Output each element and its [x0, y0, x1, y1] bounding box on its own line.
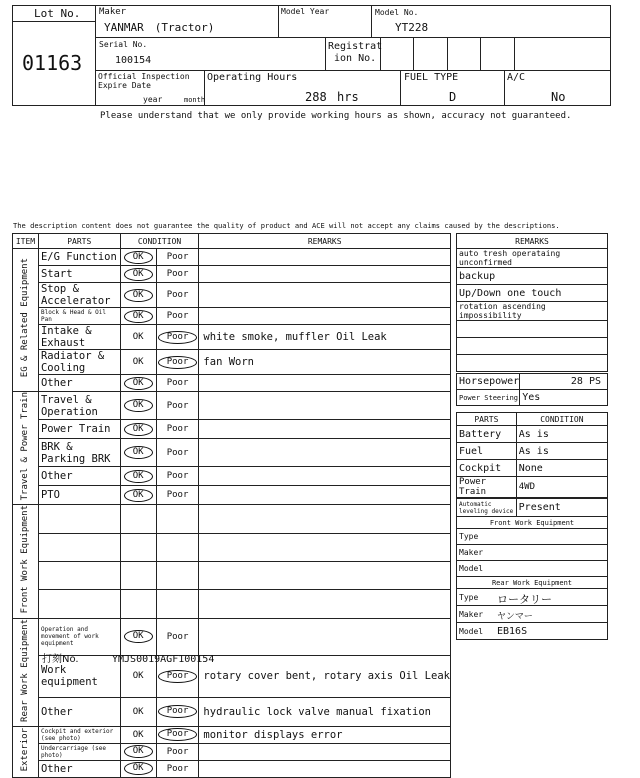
cockpit-value: None — [516, 460, 607, 477]
condition-poor-cell — [156, 283, 199, 308]
hours-unit: hrs — [337, 90, 359, 104]
condition-poor-cell — [156, 325, 199, 350]
inspection-table — [12, 233, 451, 778]
registration-label-1: Registrat — [328, 41, 383, 52]
condition-poor-cell — [156, 505, 199, 533]
condition-ok-cell — [120, 698, 156, 727]
condition-ok-cell — [120, 392, 156, 420]
ok-mark: OK — [124, 470, 153, 483]
poor-mark: Poor — [166, 763, 189, 774]
poor-mark: Poor — [166, 471, 189, 482]
ok-mark: OK — [132, 332, 144, 342]
rear-type-label: Type — [459, 593, 479, 602]
part-cell: Intake & Exhaust — [38, 325, 120, 350]
part-cell: Other — [38, 760, 120, 777]
remark-cell — [199, 266, 451, 283]
ac-label: A/C — [507, 72, 526, 83]
description-notice: The description content does not guarantee the quality of product and ACE will not accept any claims caused by the descriptions. — [13, 221, 560, 230]
condition-poor-cell — [156, 486, 199, 505]
side-remark-2: backup — [457, 268, 608, 285]
part-cell: Power Train — [38, 420, 120, 439]
stamp-number: YMJS0019AGF100154 — [112, 654, 215, 665]
power-train-value: 4WD — [516, 477, 607, 498]
year-label: year — [143, 95, 163, 104]
registration-label-2: ion No. — [334, 53, 377, 64]
ok-mark: OK — [124, 399, 153, 412]
condition-poor-cell — [156, 467, 199, 486]
power-steering-label: Power Steering — [457, 390, 520, 406]
poor-mark: Poor — [158, 705, 198, 718]
poor-mark: Poor — [166, 490, 189, 501]
hours-notice: Please understand that we only provide working hours as shown, accuracy not guaranteed. — [100, 111, 572, 121]
lot-divider — [12, 21, 96, 22]
group-label-travel: Travel & Power Train — [20, 392, 31, 501]
condition-poor-cell — [156, 533, 199, 561]
poor-mark: Poor — [166, 378, 189, 388]
poor-mark: Poor — [158, 670, 198, 683]
condition-ok-cell — [120, 350, 156, 375]
horsepower-label: Horsepower — [457, 374, 520, 390]
condition-ok-cell — [120, 467, 156, 486]
condition-ok-cell — [120, 283, 156, 308]
part-cell — [38, 590, 120, 618]
part-cell: Radiator & Cooling — [38, 350, 120, 375]
remark-cell — [199, 439, 451, 467]
fuel-type-label: FUEL TYPE — [404, 72, 459, 83]
part-cell: E/G Function — [38, 249, 120, 266]
parts-condition-table — [456, 412, 608, 498]
remark-cell: rotary cover bent, rotary axis Oil Leak — [199, 655, 451, 697]
part-cell: Other — [38, 467, 120, 486]
maker-value: YANMAR (Tractor) — [104, 21, 215, 34]
remark-cell — [199, 486, 451, 505]
poor-mark: Poor — [166, 631, 189, 642]
condition-ok-cell — [120, 618, 156, 655]
poor-mark: Poor — [158, 728, 198, 741]
ok-mark: OK — [124, 745, 153, 758]
spec-table — [456, 373, 608, 406]
table-row — [13, 760, 451, 777]
table-row — [13, 698, 451, 727]
table-row — [13, 726, 451, 743]
condition-ok-cell — [120, 325, 156, 350]
condition-ok-cell — [120, 249, 156, 266]
part-cell — [38, 505, 120, 533]
inspection-label-2: Expire Date — [98, 81, 151, 90]
condition-ok-cell — [120, 760, 156, 777]
rear-maker-label: Maker — [459, 610, 484, 619]
parts-column-header: PARTS — [38, 234, 120, 249]
poor-mark: Poor — [166, 311, 189, 321]
rear-model-label: Model — [459, 627, 484, 636]
remark-cell — [199, 249, 451, 266]
horsepower-value: 28 PS — [520, 374, 608, 390]
condition-poor-cell — [156, 590, 199, 618]
ok-mark: OK — [124, 489, 153, 502]
remark-cell — [199, 505, 451, 533]
remark-cell — [199, 533, 451, 561]
part-cell — [38, 562, 120, 590]
poor-mark: Poor — [166, 746, 189, 757]
table-row — [13, 467, 451, 486]
side-remark-1: auto tresh operataing unconfirmed — [457, 249, 608, 268]
inspection-label-1: Official Inspection — [98, 72, 190, 81]
condition-ok-cell — [120, 375, 156, 392]
condition-ok-cell — [120, 505, 156, 533]
ok-mark: OK — [132, 729, 144, 740]
part-cell: Undercarriage (see photo) — [38, 743, 120, 760]
condition-ok-cell — [120, 420, 156, 439]
remark-cell — [199, 420, 451, 439]
table-row — [13, 249, 451, 266]
lot-number: 01163 — [22, 51, 83, 75]
side-remark-4: rotation ascending impossibility — [457, 302, 608, 321]
remarks-column-header: REMARKS — [199, 234, 451, 249]
ok-mark: OK — [124, 377, 153, 390]
group-label-rear: Rear Work Equipment — [20, 618, 31, 722]
condition-ok-cell — [120, 266, 156, 283]
part-cell — [38, 533, 120, 561]
remark-cell — [199, 392, 451, 420]
table-row — [13, 308, 451, 325]
poor-mark: Poor — [158, 356, 198, 369]
ok-mark: OK — [124, 268, 153, 281]
rear-maker-value: ヤンマー — [497, 612, 533, 622]
cockpit-label: Cockpit — [457, 460, 517, 477]
side-remarks-header: REMARKS — [457, 234, 608, 249]
part-cell: Other — [38, 375, 120, 392]
ok-mark: OK — [124, 630, 153, 643]
table-row — [13, 439, 451, 467]
part-cell: Work equipment — [38, 655, 120, 697]
ok-mark: OK — [132, 671, 144, 682]
serial-value: 100154 — [115, 55, 152, 66]
table-row — [13, 420, 451, 439]
table-row — [13, 562, 451, 590]
poor-mark: Poor — [166, 252, 189, 262]
ok-mark: OK — [124, 289, 153, 302]
battery-label: Battery — [457, 426, 517, 443]
battery-value: As is — [516, 426, 607, 443]
part-cell: PTO — [38, 486, 120, 505]
side-condition-header: CONDITION — [516, 413, 607, 426]
condition-poor-cell — [156, 726, 199, 743]
table-row — [13, 325, 451, 350]
front-work-header: Front Work Equipment — [457, 517, 608, 529]
ok-mark: OK — [124, 446, 153, 459]
poor-mark: Poor — [166, 447, 189, 458]
condition-ok-cell — [120, 726, 156, 743]
part-cell: Other — [38, 698, 120, 727]
part-cell: Cockpit and exterior (see photo) — [38, 726, 120, 743]
condition-column-header: CONDITION — [120, 234, 199, 249]
ok-mark: OK — [124, 423, 153, 436]
condition-ok-cell — [120, 486, 156, 505]
condition-ok-cell — [120, 562, 156, 590]
condition-poor-cell — [156, 618, 199, 655]
poor-mark: Poor — [166, 424, 189, 435]
part-cell: Operation and movement of work equipment — [38, 618, 120, 655]
front-maker-label: Maker — [457, 545, 608, 561]
power-steering-value: Yes — [520, 390, 608, 406]
poor-mark: Poor — [166, 290, 189, 300]
condition-poor-cell — [156, 308, 199, 325]
poor-mark: Poor — [166, 269, 189, 279]
ok-mark: OK — [132, 706, 144, 717]
ok-mark: OK — [132, 357, 144, 367]
hours-value: 288 — [305, 90, 327, 104]
table-row — [13, 533, 451, 561]
remark-cell: hydraulic lock valve manual fixation — [199, 698, 451, 727]
condition-poor-cell — [156, 249, 199, 266]
remark-cell — [199, 308, 451, 325]
ok-mark: OK — [124, 251, 153, 264]
table-row — [13, 266, 451, 283]
condition-poor-cell — [156, 743, 199, 760]
ok-mark: OK — [124, 310, 153, 323]
remark-cell — [199, 375, 451, 392]
month-label: month — [184, 96, 206, 104]
hours-label: Operating Hours — [207, 72, 298, 83]
part-cell: Stop & Accelerator — [38, 283, 120, 308]
side-remark-3: Up/Down one touch — [457, 285, 608, 302]
remark-cell — [199, 283, 451, 308]
condition-poor-cell — [156, 562, 199, 590]
condition-ok-cell — [120, 439, 156, 467]
poor-mark: Poor — [166, 400, 189, 411]
condition-ok-cell — [120, 533, 156, 561]
fuel-value: As is — [516, 443, 607, 460]
remark-cell: white smoke, muffler Oil Leak — [199, 325, 451, 350]
maker-label: Maker — [99, 7, 127, 17]
condition-poor-cell — [156, 266, 199, 283]
condition-poor-cell — [156, 439, 199, 467]
side-remarks-table — [456, 233, 608, 372]
part-cell: Block & Head & Oil Pan — [38, 308, 120, 325]
remark-cell: monitor displays error — [199, 726, 451, 743]
table-row — [13, 486, 451, 505]
fuel-label: Fuel — [457, 443, 517, 460]
remark-cell — [199, 467, 451, 486]
condition-poor-cell — [156, 375, 199, 392]
table-row — [13, 590, 451, 618]
model-year-label: Model Year — [281, 7, 330, 16]
condition-poor-cell — [156, 698, 199, 727]
auto-leveling-value: Present — [516, 499, 607, 517]
table-row — [13, 392, 451, 420]
condition-poor-cell — [156, 350, 199, 375]
serial-label: Serial No. — [99, 40, 148, 49]
remark-cell: fan Worn — [199, 350, 451, 375]
fuel-type-value: D — [449, 90, 457, 104]
table-row — [13, 350, 451, 375]
table-row — [13, 375, 451, 392]
condition-poor-cell — [156, 760, 199, 777]
group-label-exterior: Exterior — [20, 728, 31, 772]
condition-ok-cell — [120, 590, 156, 618]
condition-poor-cell — [156, 420, 199, 439]
ok-mark: OK — [124, 762, 153, 775]
stamp-label: 打刻No. — [42, 654, 79, 665]
part-cell: Travel & Operation — [38, 392, 120, 420]
ac-value: No — [551, 90, 566, 104]
remark-cell — [199, 618, 451, 655]
work-equipment-table — [456, 498, 608, 640]
rear-work-header: Rear Work Equipment — [457, 577, 608, 589]
part-cell: Start — [38, 266, 120, 283]
lot-label: Lot No. — [34, 7, 81, 20]
remark-cell — [199, 743, 451, 760]
model-no-label: Model No. — [375, 8, 419, 17]
model-no-value: YT228 — [395, 21, 429, 34]
condition-ok-cell — [120, 743, 156, 760]
side-parts-header: PARTS — [457, 413, 517, 426]
condition-ok-cell — [120, 308, 156, 325]
condition-poor-cell — [156, 392, 199, 420]
poor-mark: Poor — [158, 331, 198, 344]
table-row — [13, 743, 451, 760]
group-label-front: Front Work Equipment — [20, 505, 31, 614]
power-train-label: Power Train — [457, 477, 517, 498]
auto-leveling-label: Automatic leveling device — [457, 499, 517, 517]
remark-cell — [199, 760, 451, 777]
table-row — [13, 505, 451, 533]
item-column-header: ITEM — [13, 234, 39, 249]
remark-cell — [199, 562, 451, 590]
remark-cell — [199, 590, 451, 618]
rear-model-value: EB16S — [497, 626, 528, 637]
group-label-eg: EG & Related Equipment — [20, 258, 31, 378]
front-type-label: Type — [457, 529, 608, 545]
part-cell: BRK & Parking BRK — [38, 439, 120, 467]
table-row — [13, 618, 451, 655]
front-model-label: Model — [457, 561, 608, 577]
table-row — [13, 283, 451, 308]
rear-type-value: ロータリー — [497, 593, 552, 606]
